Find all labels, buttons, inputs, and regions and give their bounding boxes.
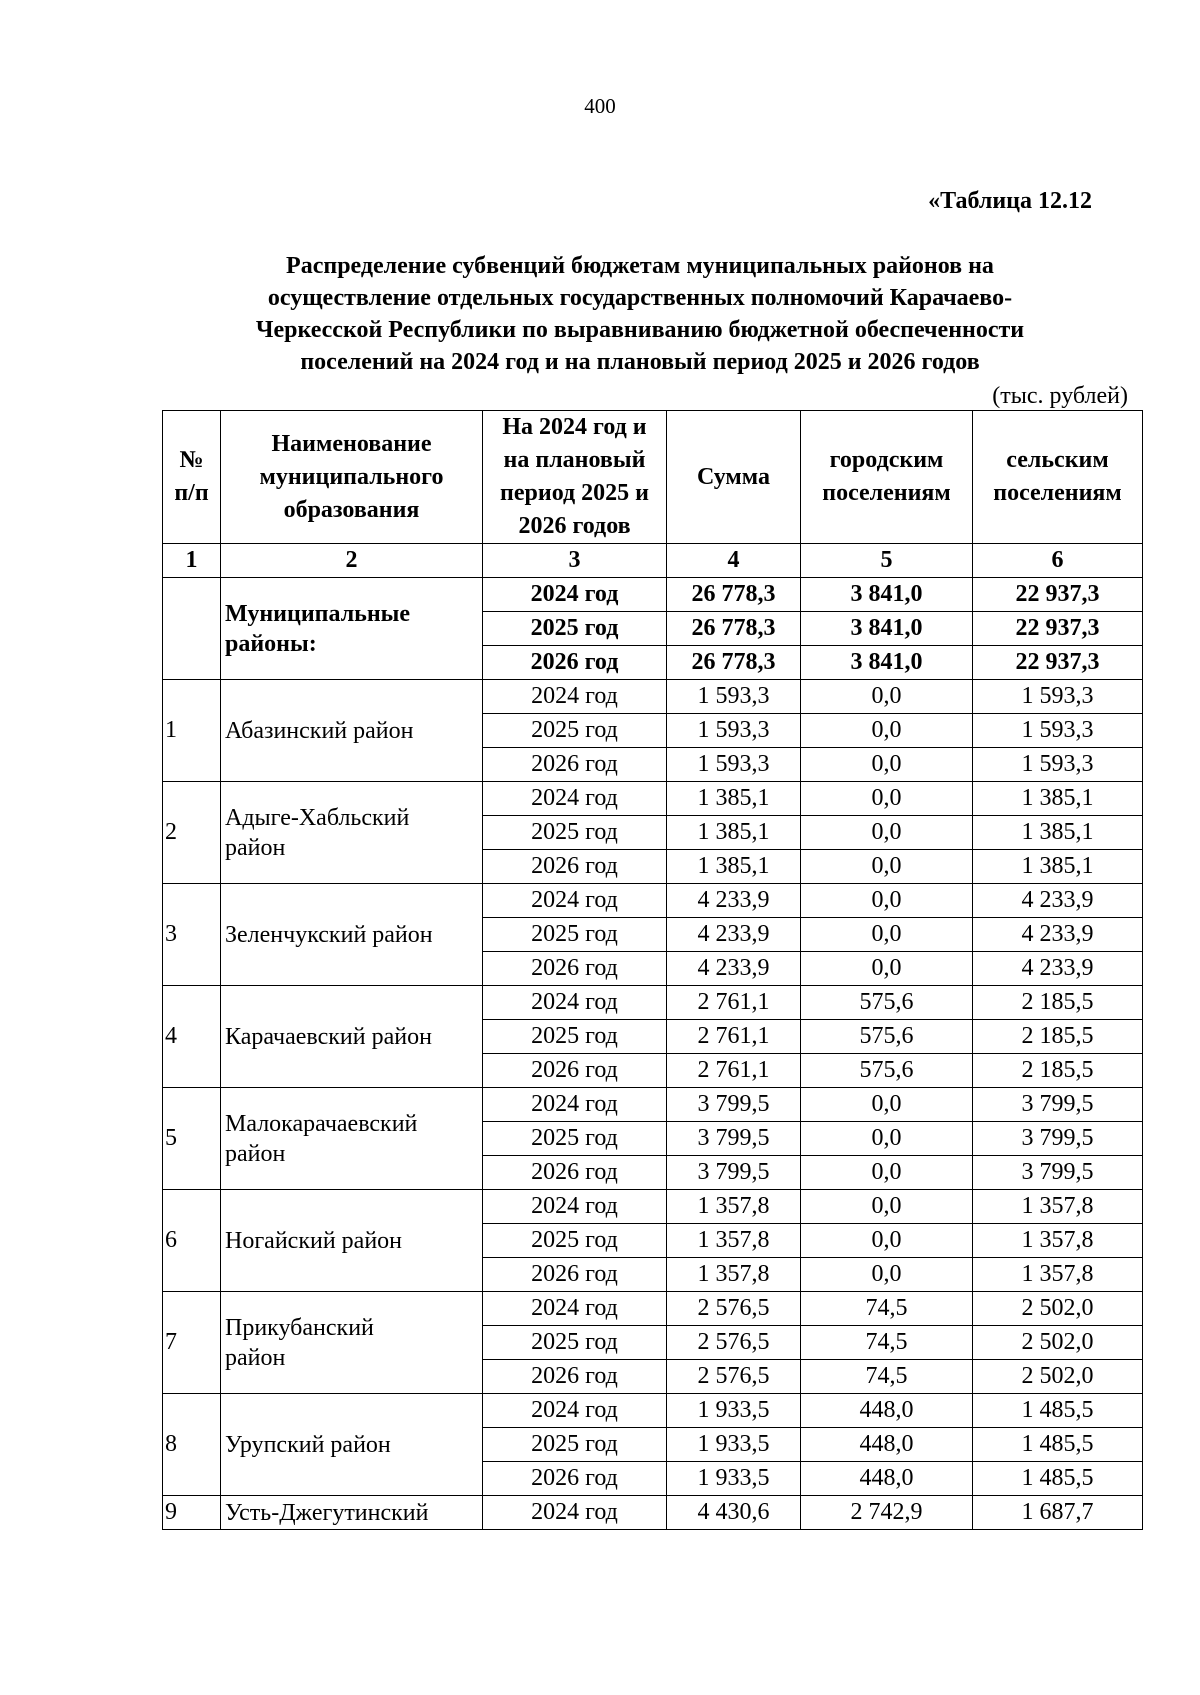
column-number: 4 [667, 544, 801, 578]
municipality-name [221, 986, 483, 1088]
cell-year: 2026 год [483, 1462, 667, 1496]
cell-year: 2024 год [483, 1088, 667, 1122]
cell-year: 2024 год [483, 782, 667, 816]
municipality-name-line: районы: [225, 630, 317, 657]
cell-year: 2024 год [483, 1394, 667, 1428]
cell-year: 2024 год [483, 680, 667, 714]
municipality-name [221, 578, 483, 680]
cell-rural: 1 357,8 [973, 1224, 1143, 1258]
row-number: 2 [163, 782, 221, 884]
cell-sum: 3 799,5 [667, 1156, 801, 1190]
table-row [163, 884, 1143, 918]
cell-sum: 2 761,1 [667, 1054, 801, 1088]
municipality-name-line: Малокарачаевский [225, 1110, 418, 1137]
table-row [163, 1190, 1143, 1224]
cell-sum: 1 357,8 [667, 1190, 801, 1224]
row-number: 5 [163, 1088, 221, 1190]
cell-urban: 0,0 [801, 850, 973, 884]
cell-sum: 1 357,8 [667, 1258, 801, 1292]
cell-sum: 2 576,5 [667, 1326, 801, 1360]
cell-rural: 1 485,5 [973, 1394, 1143, 1428]
column-number: 2 [221, 544, 483, 578]
cell-year: 2026 год [483, 1156, 667, 1190]
row-number: 6 [163, 1190, 221, 1292]
table-row [163, 1088, 1143, 1122]
cell-urban: 0,0 [801, 1258, 973, 1292]
municipality-name [221, 782, 483, 884]
municipality-name [221, 884, 483, 986]
municipality-name-line: Муниципальные [225, 600, 411, 627]
cell-urban: 0,0 [801, 952, 973, 986]
title-line: Черкесской Республики по выравниванию бюджетной обеспеченности [255, 317, 1025, 343]
cell-sum: 26 778,3 [667, 578, 801, 612]
cell-rural: 4 233,9 [973, 952, 1143, 986]
cell-rural: 1 385,1 [973, 782, 1143, 816]
cell-rural: 22 937,3 [973, 646, 1143, 680]
cell-rural: 1 687,7 [973, 1496, 1143, 1530]
table-row [163, 782, 1143, 816]
cell-urban: 3 841,0 [801, 612, 973, 646]
table-label: «Таблица 12.12 [928, 188, 1092, 214]
cell-sum: 4 233,9 [667, 918, 801, 952]
cell-sum: 3 799,5 [667, 1088, 801, 1122]
cell-year: 2025 год [483, 714, 667, 748]
municipality-name-line: район [225, 1140, 286, 1167]
cell-urban: 2 742,9 [801, 1496, 973, 1530]
municipality-name-line: Урупский район [225, 1431, 391, 1458]
cell-urban: 0,0 [801, 714, 973, 748]
cell-rural: 4 233,9 [973, 918, 1143, 952]
cell-sum: 26 778,3 [667, 612, 801, 646]
header-no: № п/п [163, 411, 221, 544]
cell-urban: 575,6 [801, 1020, 973, 1054]
cell-sum: 2 576,5 [667, 1360, 801, 1394]
cell-year: 2025 год [483, 1428, 667, 1462]
table-row [163, 578, 1143, 612]
cell-rural: 22 937,3 [973, 612, 1143, 646]
table-row [163, 1292, 1143, 1326]
cell-rural: 1 593,3 [973, 680, 1143, 714]
municipality-name-line: Абазинский район [225, 717, 414, 744]
column-number: 3 [483, 544, 667, 578]
cell-year: 2026 год [483, 1054, 667, 1088]
cell-year: 2025 год [483, 1326, 667, 1360]
municipality-name-line: Прикубанский [225, 1314, 374, 1341]
cell-year: 2024 год [483, 1190, 667, 1224]
row-number: 8 [163, 1394, 221, 1496]
table-row [163, 1496, 1143, 1530]
cell-rural: 2 502,0 [973, 1292, 1143, 1326]
cell-urban: 3 841,0 [801, 646, 973, 680]
cell-sum: 1 385,1 [667, 816, 801, 850]
cell-urban: 0,0 [801, 1190, 973, 1224]
cell-sum: 1 933,5 [667, 1462, 801, 1496]
cell-rural: 3 799,5 [973, 1122, 1143, 1156]
title-line: поселений на 2024 год и на плановый период 2025 и 2026 годов [300, 349, 980, 375]
municipality-name-line: Карачаевский район [225, 1023, 432, 1050]
municipality-name [221, 1292, 483, 1394]
cell-year: 2025 год [483, 1020, 667, 1054]
row-number [163, 578, 221, 680]
cell-rural: 3 799,5 [973, 1156, 1143, 1190]
cell-sum: 4 233,9 [667, 884, 801, 918]
row-number: 7 [163, 1292, 221, 1394]
cell-sum: 2 761,1 [667, 986, 801, 1020]
header-period: На 2024 год и на плановый период 2025 и 2026 годов [483, 411, 667, 544]
header-name: Наименование муниципального образования [221, 411, 483, 544]
title-line: Распределение субвенций бюджетам муниципальных районов на [286, 253, 994, 279]
cell-urban: 448,0 [801, 1394, 973, 1428]
cell-rural: 2 502,0 [973, 1326, 1143, 1360]
cell-sum: 4 430,6 [667, 1496, 801, 1530]
column-number: 5 [801, 544, 973, 578]
cell-rural: 1 385,1 [973, 816, 1143, 850]
cell-sum: 26 778,3 [667, 646, 801, 680]
municipality-name-line: Адыге-Хабльский [225, 804, 410, 831]
cell-year: 2024 год [483, 578, 667, 612]
cell-year: 2026 год [483, 646, 667, 680]
cell-urban: 0,0 [801, 748, 973, 782]
cell-sum: 4 233,9 [667, 952, 801, 986]
cell-year: 2026 год [483, 1360, 667, 1394]
cell-urban: 575,6 [801, 986, 973, 1020]
table-row [163, 986, 1143, 1020]
cell-urban: 74,5 [801, 1326, 973, 1360]
cell-rural: 1 485,5 [973, 1462, 1143, 1496]
cell-year: 2025 год [483, 1122, 667, 1156]
cell-urban: 0,0 [801, 1224, 973, 1258]
cell-urban: 448,0 [801, 1462, 973, 1496]
cell-urban: 0,0 [801, 1088, 973, 1122]
cell-year: 2025 год [483, 1224, 667, 1258]
header-sum: Сумма [667, 411, 801, 544]
cell-year: 2025 год [483, 612, 667, 646]
table-row [163, 680, 1143, 714]
cell-rural: 2 502,0 [973, 1360, 1143, 1394]
cell-urban: 0,0 [801, 1122, 973, 1156]
municipality-name-line: район [225, 834, 286, 861]
budget-table [162, 410, 1143, 1530]
cell-year: 2026 год [483, 952, 667, 986]
municipality-name [221, 1190, 483, 1292]
table-row [163, 1394, 1143, 1428]
cell-urban: 0,0 [801, 884, 973, 918]
cell-rural: 1 593,3 [973, 748, 1143, 782]
header-row [163, 411, 1143, 544]
header-urban: городским поселениям [801, 411, 973, 544]
cell-urban: 74,5 [801, 1292, 973, 1326]
municipality-name-line: Ногайский район [225, 1227, 403, 1254]
row-number: 1 [163, 680, 221, 782]
cell-urban: 0,0 [801, 1156, 973, 1190]
cell-sum: 1 357,8 [667, 1224, 801, 1258]
cell-rural: 22 937,3 [973, 578, 1143, 612]
cell-sum: 2 576,5 [667, 1292, 801, 1326]
column-number-row [163, 544, 1143, 578]
cell-urban: 0,0 [801, 918, 973, 952]
title-line: осуществление отдельных государственных полномочий Карачаево- [267, 285, 1013, 311]
cell-year: 2026 год [483, 748, 667, 782]
cell-year: 2025 год [483, 816, 667, 850]
cell-sum: 1 593,3 [667, 714, 801, 748]
unit-note: (тыс. рублей) [992, 383, 1128, 409]
municipality-name [221, 680, 483, 782]
cell-urban: 448,0 [801, 1428, 973, 1462]
cell-rural: 4 233,9 [973, 884, 1143, 918]
cell-year: 2025 год [483, 918, 667, 952]
cell-rural: 1 593,3 [973, 714, 1143, 748]
cell-rural: 1 357,8 [973, 1190, 1143, 1224]
municipality-name [221, 1088, 483, 1190]
municipality-name-line: Зеленчукский район [225, 921, 433, 948]
row-number: 4 [163, 986, 221, 1088]
cell-sum: 2 761,1 [667, 1020, 801, 1054]
cell-year: 2024 год [483, 1292, 667, 1326]
row-number: 9 [163, 1496, 221, 1530]
page-number: 400 [584, 94, 616, 118]
cell-year: 2026 год [483, 1258, 667, 1292]
municipality-name-line: район [225, 1344, 286, 1371]
cell-year: 2024 год [483, 1496, 667, 1530]
header-rural: сельским поселениям [973, 411, 1143, 544]
cell-rural: 2 185,5 [973, 986, 1143, 1020]
cell-rural: 2 185,5 [973, 1054, 1143, 1088]
cell-sum: 1 385,1 [667, 782, 801, 816]
cell-year: 2026 год [483, 850, 667, 884]
cell-rural: 3 799,5 [973, 1088, 1143, 1122]
cell-sum: 1 933,5 [667, 1428, 801, 1462]
cell-year: 2024 год [483, 986, 667, 1020]
column-number: 6 [973, 544, 1143, 578]
cell-rural: 1 385,1 [973, 850, 1143, 884]
municipality-name [221, 1394, 483, 1496]
cell-urban: 0,0 [801, 782, 973, 816]
cell-sum: 1 933,5 [667, 1394, 801, 1428]
cell-rural: 2 185,5 [973, 1020, 1143, 1054]
cell-sum: 1 385,1 [667, 850, 801, 884]
cell-rural: 1 357,8 [973, 1258, 1143, 1292]
cell-year: 2024 год [483, 884, 667, 918]
cell-sum: 1 593,3 [667, 680, 801, 714]
cell-sum: 1 593,3 [667, 748, 801, 782]
municipality-name-line: Усть-Джегутинский [225, 1499, 429, 1526]
cell-urban: 3 841,0 [801, 578, 973, 612]
cell-urban: 575,6 [801, 1054, 973, 1088]
cell-sum: 3 799,5 [667, 1122, 801, 1156]
document-title [150, 250, 1130, 378]
row-number: 3 [163, 884, 221, 986]
column-number: 1 [163, 544, 221, 578]
cell-urban: 0,0 [801, 680, 973, 714]
cell-rural: 1 485,5 [973, 1428, 1143, 1462]
cell-urban: 0,0 [801, 816, 973, 850]
cell-urban: 74,5 [801, 1360, 973, 1394]
municipality-name [221, 1496, 483, 1530]
